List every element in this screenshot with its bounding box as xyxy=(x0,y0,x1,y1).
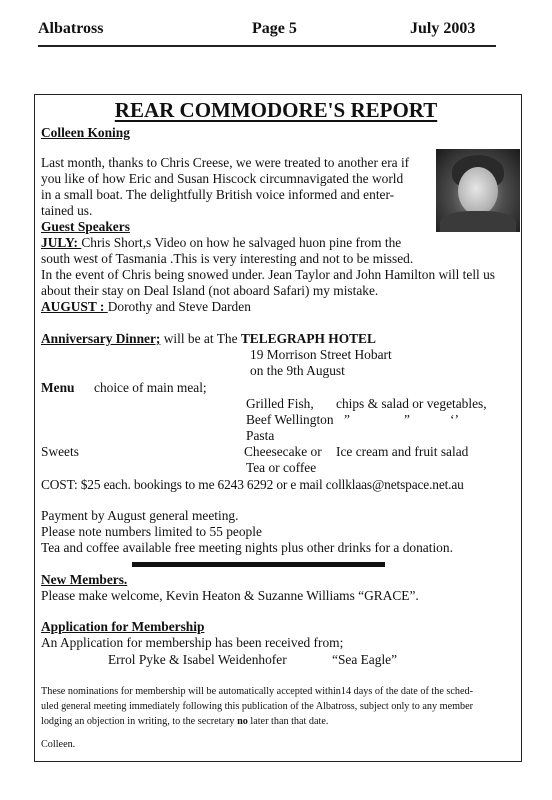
july-detail-line: about their stay on Deal Island (not aboard Safari) my mistake. xyxy=(41,283,379,298)
dinner-date: on the 9th August xyxy=(250,363,345,378)
boat-name: “Sea Eagle” xyxy=(332,652,398,667)
author-photo xyxy=(436,149,520,232)
dinner-text: will be at The xyxy=(160,331,241,346)
cost-line: COST: $25 each. bookings to me 6243 6292 or e mail collklaas@netspace.net.au xyxy=(41,477,464,492)
sweet-item: Ice cream and fruit salad xyxy=(336,444,469,459)
sweet-item: Cheesecake or xyxy=(244,444,322,459)
notice-emphasis: no xyxy=(237,716,248,727)
ditto-mark: ‘’ xyxy=(450,412,459,427)
july-label: JULY: xyxy=(41,235,82,250)
august-line xyxy=(41,299,251,315)
intro-line: you like of how Eric and Susan Hiscock circumnavigated the world xyxy=(41,171,404,186)
dinner-label: Anniversary Dinner; xyxy=(41,331,161,346)
notice-line: These nominations for membership will be automatically accepted within14 days of the date of the sched- xyxy=(41,686,473,697)
july-line xyxy=(41,235,401,251)
photo-body xyxy=(440,211,516,232)
applicant-names: Errol Pyke & Isabel Weidenhofer xyxy=(108,652,287,667)
notice-text: later than that date. xyxy=(247,716,329,727)
note-line: Please note numbers limited to 55 people xyxy=(41,524,262,539)
note-line: Tea and coffee available free meeting nights plus other drinks for a donation. xyxy=(41,540,453,555)
menu-main-item: Grilled Fish, xyxy=(246,396,314,411)
header-page-number: Page 5 xyxy=(252,20,297,37)
new-members-heading: New Members. xyxy=(41,572,128,587)
july-text: Chris Short,s Video on how he salvaged huon pine from the xyxy=(81,235,402,250)
ditto-mark: ” xyxy=(404,412,410,427)
menu-intro: choice of main meal; xyxy=(94,380,207,395)
dinner-address: 19 Morrison Street Hobart xyxy=(250,347,392,362)
july-detail-line: In the event of Chris being snowed under. Jean Taylor and John Hamilton will tell us xyxy=(41,267,496,282)
drinks: Tea or coffee xyxy=(246,460,317,475)
new-members-text: Please make welcome, Kevin Heaton & Suzanne Williams “GRACE”. xyxy=(41,588,419,603)
august-label: AUGUST : xyxy=(41,299,108,314)
application-heading: Application for Membership xyxy=(41,619,205,634)
sweets-label: Sweets xyxy=(41,444,79,459)
notice-line xyxy=(41,714,328,729)
application-text: An Application for membership has been received from; xyxy=(41,635,344,650)
guest-speakers-heading: Guest Speakers xyxy=(41,219,130,234)
header-date: July 2003 xyxy=(410,20,476,37)
menu-main-item: Beef Wellington xyxy=(246,412,334,427)
notice-text: lodging an objection in writing, to the secretary xyxy=(41,716,238,727)
report-title: REAR COMMODORE'S REPORT xyxy=(114,98,438,122)
note-line: Payment by August general meeting. xyxy=(41,508,239,523)
menu-side: chips & salad or vegetables, xyxy=(336,396,487,411)
photo-face xyxy=(458,167,498,215)
august-text: Dorothy and Steve Darden xyxy=(107,299,251,314)
header-newsletter-name: Albatross xyxy=(38,20,104,37)
header-rule xyxy=(38,45,496,47)
menu-label: Menu xyxy=(41,380,75,395)
signoff: Colleen. xyxy=(41,739,76,750)
dinner-venue: TELEGRAPH HOTEL xyxy=(240,331,376,346)
intro-line: tained us. xyxy=(41,203,93,218)
menu-main-item: Pasta xyxy=(246,428,275,443)
notice-line: uled general meeting immediately following this publication of the Albatross, subject only to any member xyxy=(41,701,474,712)
ditto-mark: ” xyxy=(344,412,350,427)
dinner-line xyxy=(41,331,376,347)
intro-line: Last month, thanks to Chris Creese, we were treated to another era if xyxy=(41,155,410,170)
july-detail-line: south west of Tasmania .This is very interesting and not to be missed. xyxy=(41,251,414,266)
section-divider xyxy=(132,562,385,567)
report-author: Colleen Koning xyxy=(41,125,130,140)
intro-line: in a small boat. The delightfully British voice informed and enter- xyxy=(41,187,395,202)
